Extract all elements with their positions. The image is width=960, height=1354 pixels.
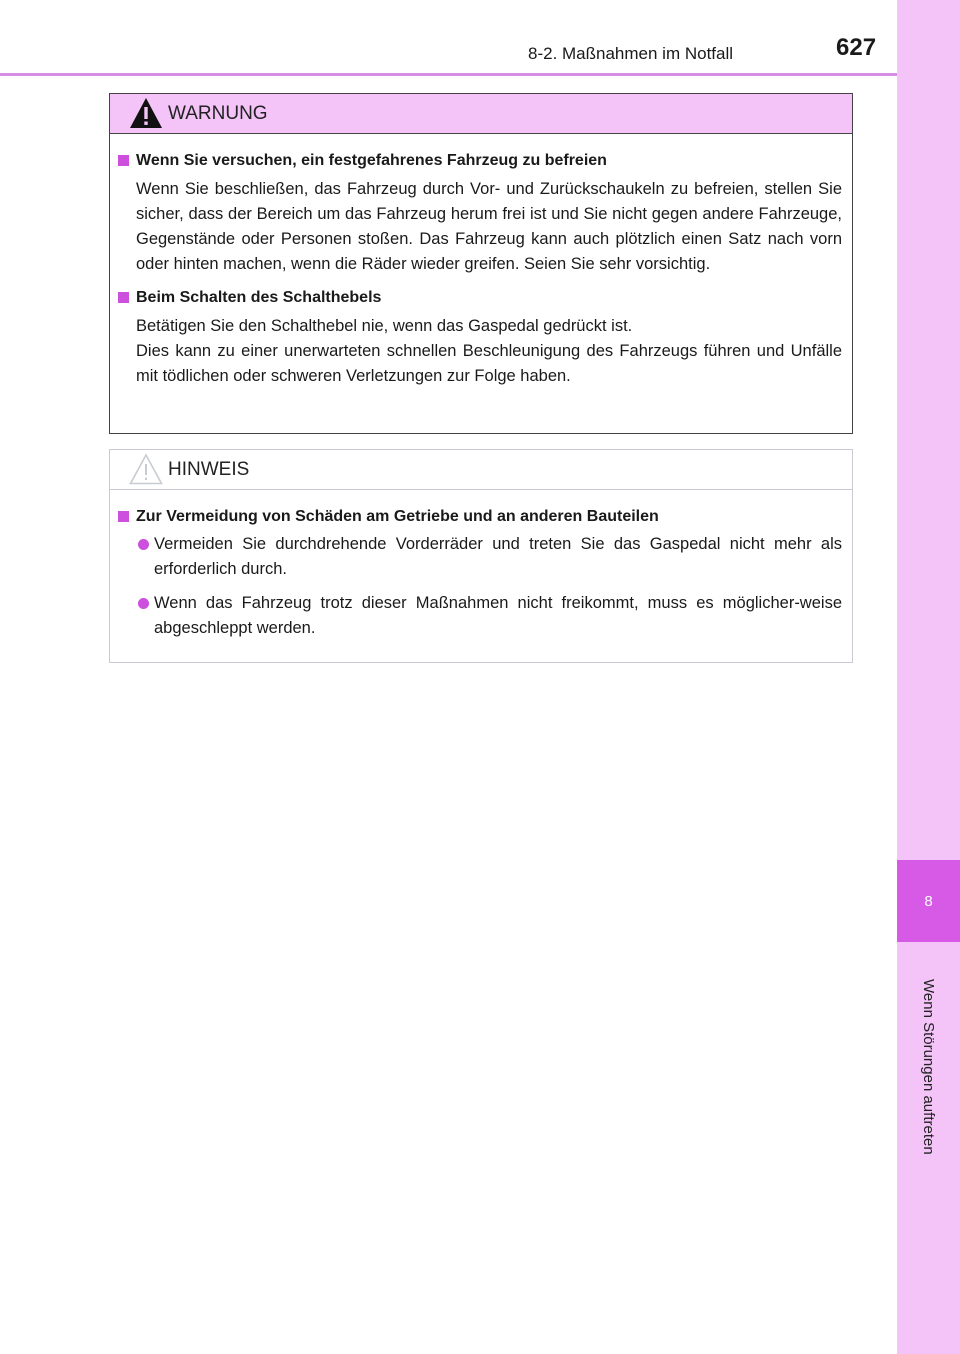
notice-bullet-text: Wenn das Fahrzeug trotz dieser Maßnahmen nicht freikommt, muss es möglicher-weise abgeschleppt werden. — [154, 594, 842, 637]
warning-paragraph: Wenn Sie beschließen, das Fahrzeug durch Vor- und Zurückschaukeln zu befreien, stellen Sie sicher, dass der Bereich um das Fahrzeug herum frei ist und Sie nicht gegen andere Fahrzeuge, Gegenstände oder Personen stoßen. Das Fahrzeug kann auch plötzlich einen Satz nach vorn oder hinten machen, wenn die Räder wieder greifen. Seien Sie sehr vorsichtig. — [136, 180, 842, 273]
warning-item-title — [118, 287, 842, 309]
warning-item-title-text: Wenn Sie versuchen, ein festgefahrenes Fahrzeug zu befreien — [136, 152, 607, 169]
warning-box — [109, 93, 853, 434]
notice-body — [110, 490, 852, 641]
warning-triangle-icon — [129, 97, 163, 129]
warning-header — [110, 94, 852, 134]
notice-bullet — [118, 532, 842, 582]
warning-label: WARNUNG — [168, 102, 268, 124]
notice-bullet-text: Vermeiden Sie durchdrehende Vorderräder und treten Sie das Gaspedal nicht mehr als erforderlich durch. — [154, 535, 842, 578]
notice-box — [109, 449, 853, 663]
notice-label: HINWEIS — [168, 458, 250, 480]
chapter-number: 8 — [897, 860, 960, 942]
section-title: 8-2. Maßnahmen im Notfall — [528, 44, 734, 63]
round-bullet-icon — [138, 539, 149, 550]
chapter-title-container — [897, 952, 960, 1182]
round-bullet-icon — [138, 598, 149, 609]
warning-item-title-text: Beim Schalten des Schalthebels — [136, 289, 382, 306]
notice-bullet — [118, 591, 842, 641]
notice-triangle-icon — [129, 453, 163, 485]
warning-body — [110, 134, 852, 389]
notice-item-title-text: Zur Vermeidung von Schäden am Getriebe und an anderen Bauteilen — [136, 508, 659, 525]
warning-item-title — [118, 150, 842, 172]
square-bullet-icon — [118, 292, 129, 303]
warning-paragraph: Betätigen Sie den Schalthebel nie, wenn das Gaspedal gedrückt ist. — [136, 317, 633, 335]
square-bullet-icon — [118, 155, 129, 166]
square-bullet-icon — [118, 511, 129, 522]
header-divider — [0, 73, 897, 76]
notice-header — [110, 450, 852, 490]
warning-paragraph: Dies kann zu einer unerwarteten schnellen Beschleunigung des Fahrzeugs führen und Unfälle mit tödlichen oder schweren Verletzungen zur Folge haben. — [136, 342, 842, 385]
page-number: 627 — [836, 34, 877, 61]
chapter-title: Wenn Störungen auftreten — [920, 979, 937, 1155]
notice-item-title — [118, 506, 842, 528]
